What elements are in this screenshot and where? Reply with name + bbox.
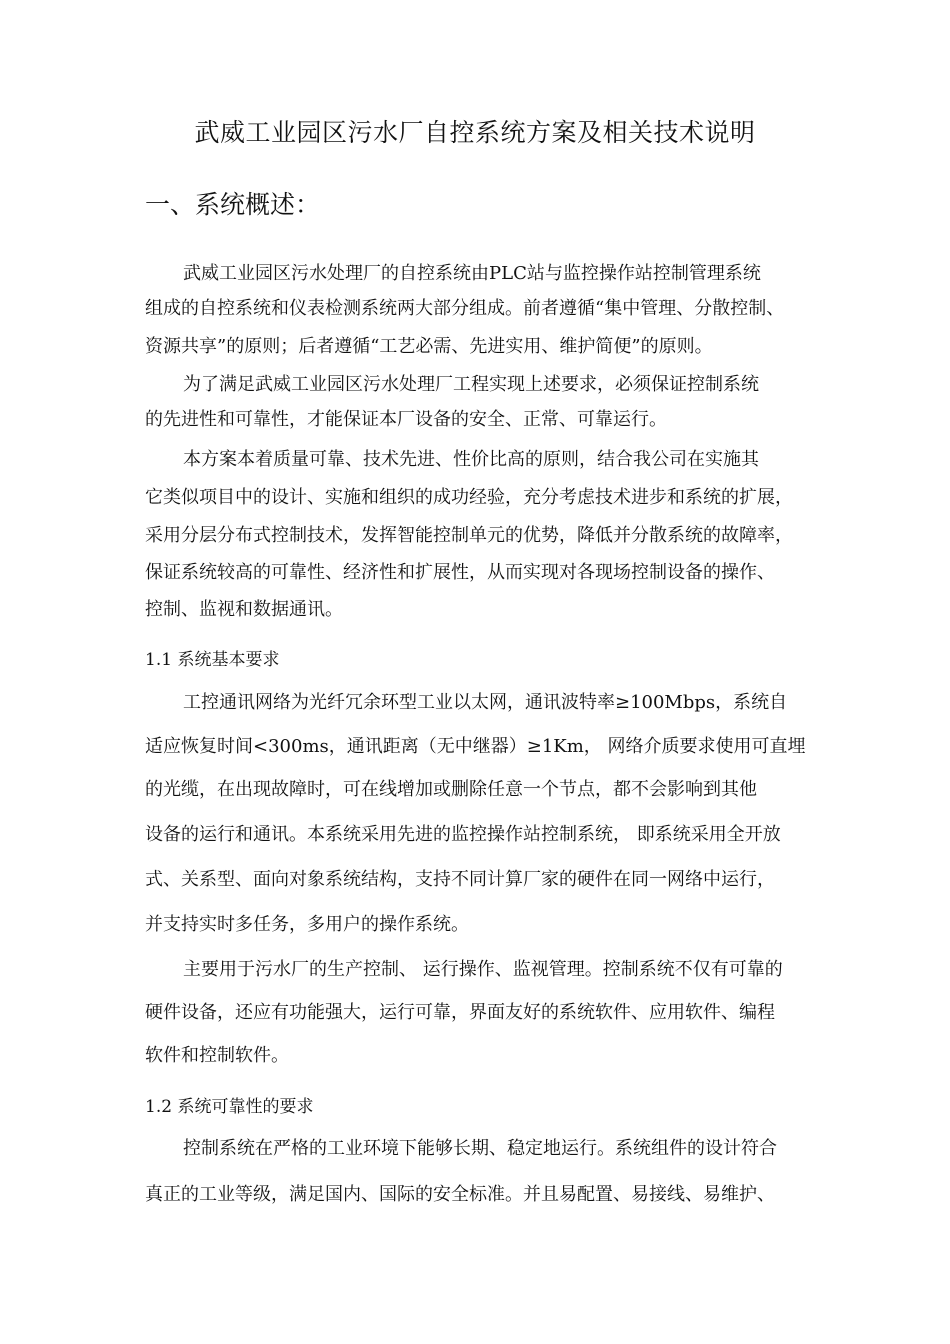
paragraph-line: 的先进性和可靠性，才能保证本厂设备的安全、正常、可靠运行。 [145,409,667,430]
paragraph-line: 资源共享”的原则；后者遵循“工艺必需、先进实用、维护简便”的原则。 [145,336,713,357]
subsection-heading-reliability: 1.2 系统可靠性的要求 [145,1097,314,1117]
paragraph-line: 工控通讯网络为光纤冗余环型工业以太网，通讯波特率≥100Mbps，系统自 [183,692,788,713]
paragraph-line: 硬件设备，还应有功能强大，运行可靠，界面友好的系统软件、应用软件、编程 [145,1002,775,1023]
section-heading-overview: 一、系统概述： [145,190,321,219]
paragraph-line: 武威工业园区污水处理厂的自控系统由PLC站与监控操作站控制管理系统 [183,263,761,284]
paragraph-line: 保证系统较高的可靠性、经济性和扩展性，从而实现对各现场控制设备的操作、 [145,562,775,583]
paragraph-line: 并支持实时多任务，多用户的操作系统。 [145,914,469,935]
paragraph-line: 为了满足武威工业园区污水处理厂工程实现上述要求，必须保证控制系统 [183,374,759,395]
paragraph-line: 的光缆，在出现故障时，可在线增加或删除任意一个节点，都不会影响到其他 [145,779,757,800]
subsection-heading-basic-requirements: 1.1 系统基本要求 [145,650,280,670]
paragraph-line: 组成的自控系统和仪表检测系统两大部分组成。前者遵循“集中管理、分散控制、 [145,298,785,319]
paragraph-line: 真正的工业等级，满足国内、国际的安全标准。并且易配置、易接线、易维护、 [145,1184,775,1205]
paragraph-line: 式、关系型、面向对象系统结构，支持不同计算厂家的硬件在同一网络中运行， [145,869,775,890]
paragraph-line: 控制系统在严格的工业环境下能够长期、稳定地运行。系统组件的设计符合 [183,1138,777,1159]
paragraph-line: 设备的运行和通讯。本系统采用先进的监控操作站控制系统， 即系统采用全开放 [145,824,781,845]
paragraph-line: 控制、监视和数据通讯。 [145,599,343,620]
paragraph-line: 采用分层分布式控制技术，发挥智能控制单元的优势，降低并分散系统的故障率， [145,525,793,546]
paragraph-line: 主要用于污水厂的生产控制、 运行操作、监视管理。控制系统不仅有可靠的 [183,959,783,980]
paragraph-line: 它类似项目中的设计、实施和组织的成功经验，充分考虑技术进步和系统的扩展， [145,487,793,508]
paragraph-line: 软件和控制软件。 [145,1045,289,1066]
paragraph-line: 适应恢复时间<300ms，通讯距离（无中继器）≥1Km， 网络介质要求使用可直埋 [145,736,806,757]
document-title: 武威工业园区污水厂自控系统方案及相关技术说明 [194,118,756,147]
paragraph-line: 本方案本着质量可靠、技术先进、性价比高的原则，结合我公司在实施其 [183,449,759,470]
